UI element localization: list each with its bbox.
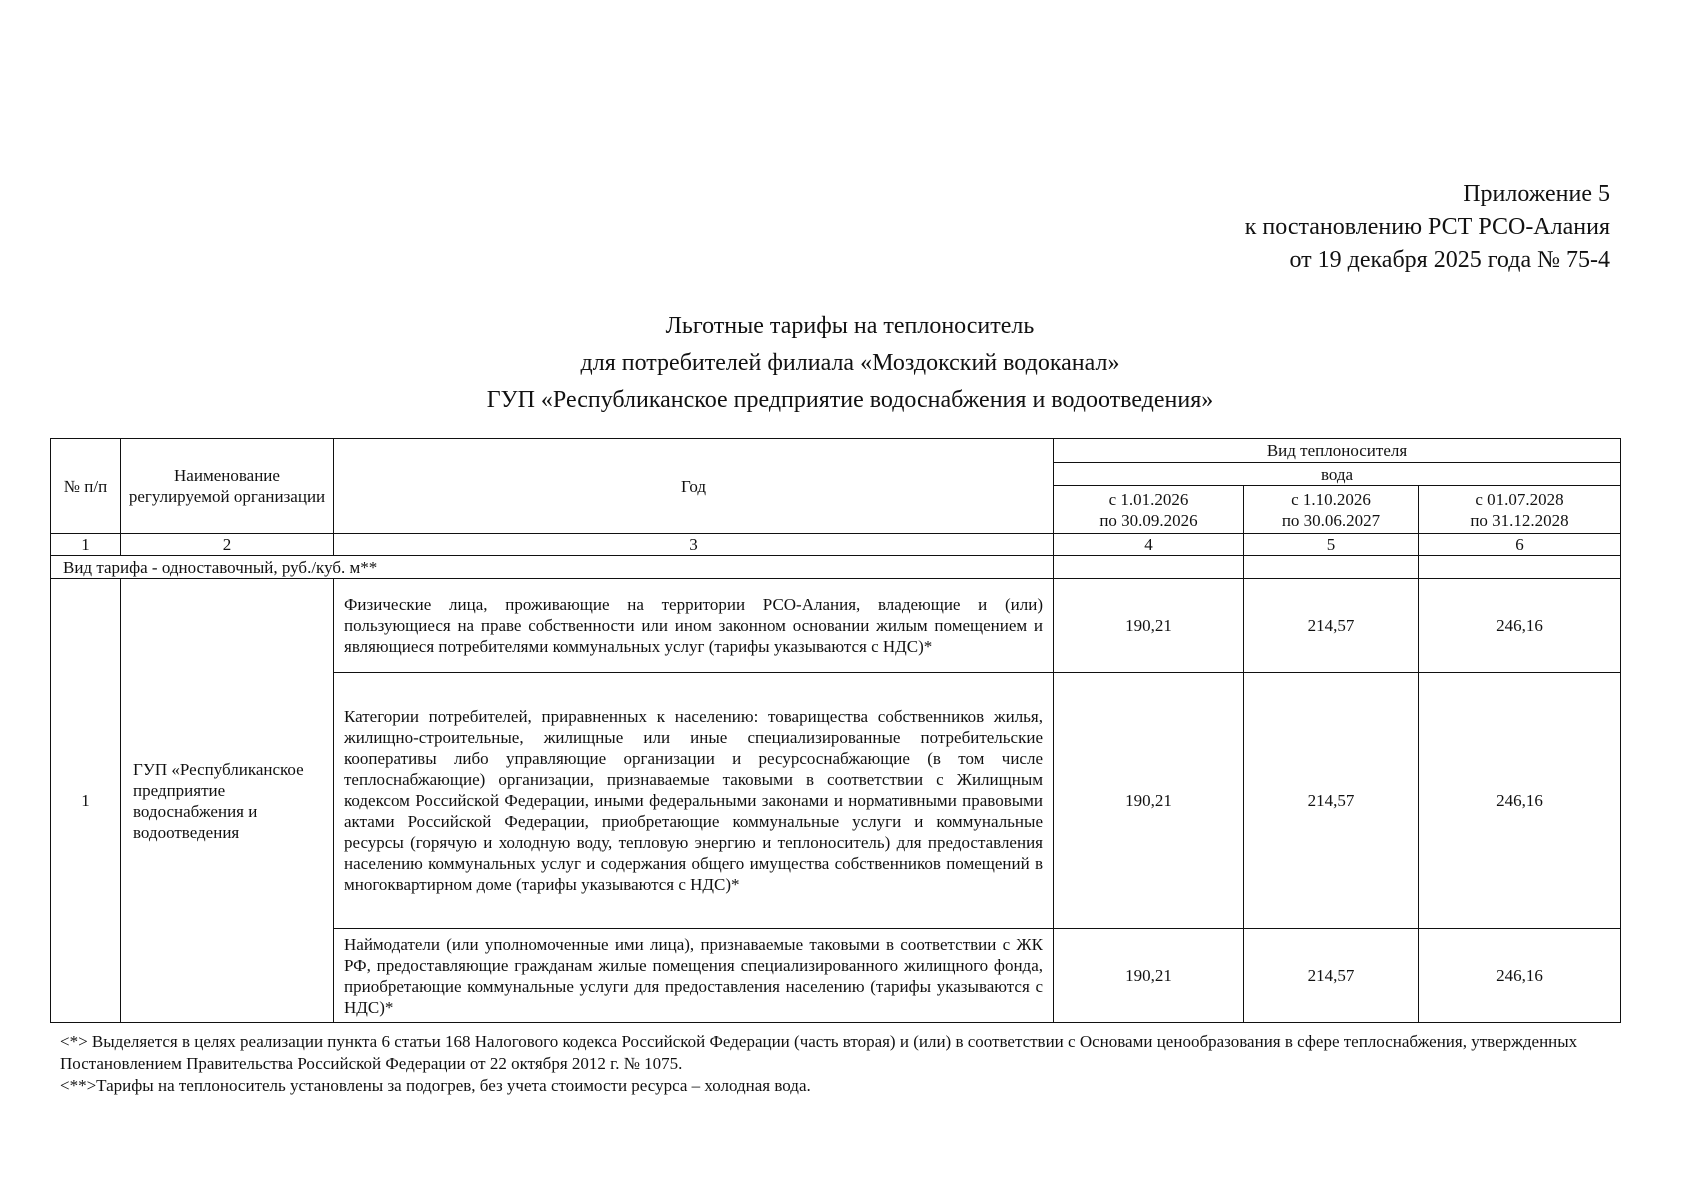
col-number-1: 1 — [51, 534, 121, 556]
tariff-type-empty-5 — [1244, 556, 1419, 579]
appendix-line-3: от 19 декабря 2025 года № 75-4 — [1289, 247, 1610, 273]
appendix-block — [1245, 178, 1610, 277]
footnote-1: <*> Выделяется в целях реализации пункта 6 статьи 168 Налогового кодекса Российской Федерации (часть вторая) и (или) в соответствии с Основами ценообразования в сфере теплоснабжения, утвержденных Постановлением Правительства Российской Федерации от 22 октября 2012 г. № 1075. — [60, 1032, 1578, 1073]
tariff-type-row — [51, 556, 1621, 579]
row-2-value-2: 214,57 — [1244, 673, 1419, 929]
period-3-from: с 01.07.2028 — [1475, 489, 1564, 509]
row-1-value-2: 214,57 — [1244, 579, 1419, 673]
row-number: 1 — [51, 579, 121, 1023]
period-3-to: по 31.12.2028 — [1470, 510, 1569, 530]
header-carrier-type: Вид теплоносителя — [1054, 439, 1621, 463]
row-2-value-3: 246,16 — [1419, 673, 1621, 929]
tariff-type-empty-4 — [1054, 556, 1244, 579]
row-1-value-3: 246,16 — [1419, 579, 1621, 673]
column-numbers-row — [51, 534, 1621, 556]
category-1: Физические лица, проживающие на территории РСО-Алания, владеющие и (или) пользующиеся на праве собственности или ином законном основании жилым помещением и являющиеся потребителями коммунальных услуг (тарифы указываются с НДС)* — [334, 579, 1054, 673]
row-2-value-1: 190,21 — [1054, 673, 1244, 929]
footnotes — [60, 1031, 1620, 1097]
col-number-3: 3 — [334, 534, 1054, 556]
appendix-line-2: к постановлению РСТ РСО-Алания — [1244, 214, 1610, 240]
organization-name: ГУП «Республиканское предприятие водоснабжения и водоотведения — [121, 579, 334, 1023]
header-period-3 — [1419, 486, 1621, 534]
title-line-2: для потребителей филиала «Моздокский водоканал» — [580, 350, 1120, 376]
title-line-3: ГУП «Республиканское предприятие водоснабжения и водоотведения» — [486, 387, 1214, 413]
tariff-type-label: Вид тарифа - одноставочный, руб./куб. м** — [51, 556, 1054, 579]
col-number-5: 5 — [1244, 534, 1419, 556]
header-carrier: вода — [1054, 463, 1621, 486]
document-title — [300, 308, 1400, 419]
category-3: Наймодатели (или уполномоченные ими лица), признаваемые таковыми в соответствии с ЖК РФ, предоставляющие гражданам жилые помещения специализированного жилищного фонда, приобретающие коммунальные услуги для предоставления населению (тарифы указываются с НДС)* — [334, 929, 1054, 1023]
period-1-to: по 30.09.2026 — [1099, 510, 1198, 530]
header-period-2 — [1244, 486, 1419, 534]
title-line-1: Льготные тарифы на теплоноситель — [665, 313, 1035, 339]
header-num: № п/п — [51, 439, 121, 534]
tariff-type-empty-6 — [1419, 556, 1621, 579]
row-3-value-1: 190,21 — [1054, 929, 1244, 1023]
row-3-value-2: 214,57 — [1244, 929, 1419, 1023]
footnote-2: <**>Тарифы на теплоноситель установлены за подогрев, без учета стоимости ресурса – холодная вода. — [60, 1076, 811, 1095]
period-1-from: с 1.01.2026 — [1108, 489, 1189, 509]
header-period-1 — [1054, 486, 1244, 534]
category-2: Категории потребителей, приравненных к населению: товарищества собственников жилья, жилищно-строительные, жилищные или иные специализированные потребительские кооперативы либо управляющие организации и ресурсоснабжающие (в том числе теплоснабжающие) организации, признаваемые таковыми в соответствии с Жилищным кодексом Российской Федерации, иными федеральными законами и нормативными правовыми актами Российской Федерации, приобретающие коммунальные услуги и коммунальные ресурсы (горячую и холодную воду, тепловую энергию и теплоноситель) для предоставления населению коммунальных услуг и содержания общего имущества собственников помещений в многоквартирном доме (тарифы указываются с НДС)* — [334, 673, 1054, 929]
row-1-value-1: 190,21 — [1054, 579, 1244, 673]
row-3-value-3: 246,16 — [1419, 929, 1621, 1023]
col-number-4: 4 — [1054, 534, 1244, 556]
col-number-6: 6 — [1419, 534, 1621, 556]
table-row — [51, 579, 1621, 673]
period-2-from: с 1.10.2026 — [1291, 489, 1371, 509]
period-2-to: по 30.06.2027 — [1281, 510, 1381, 530]
header-year: Год — [334, 439, 1054, 534]
appendix-line-1: Приложение 5 — [1463, 181, 1610, 207]
tariffs-table — [50, 438, 1621, 1023]
header-org: Наименование регулируемой организации — [121, 439, 334, 534]
col-number-2: 2 — [121, 534, 334, 556]
